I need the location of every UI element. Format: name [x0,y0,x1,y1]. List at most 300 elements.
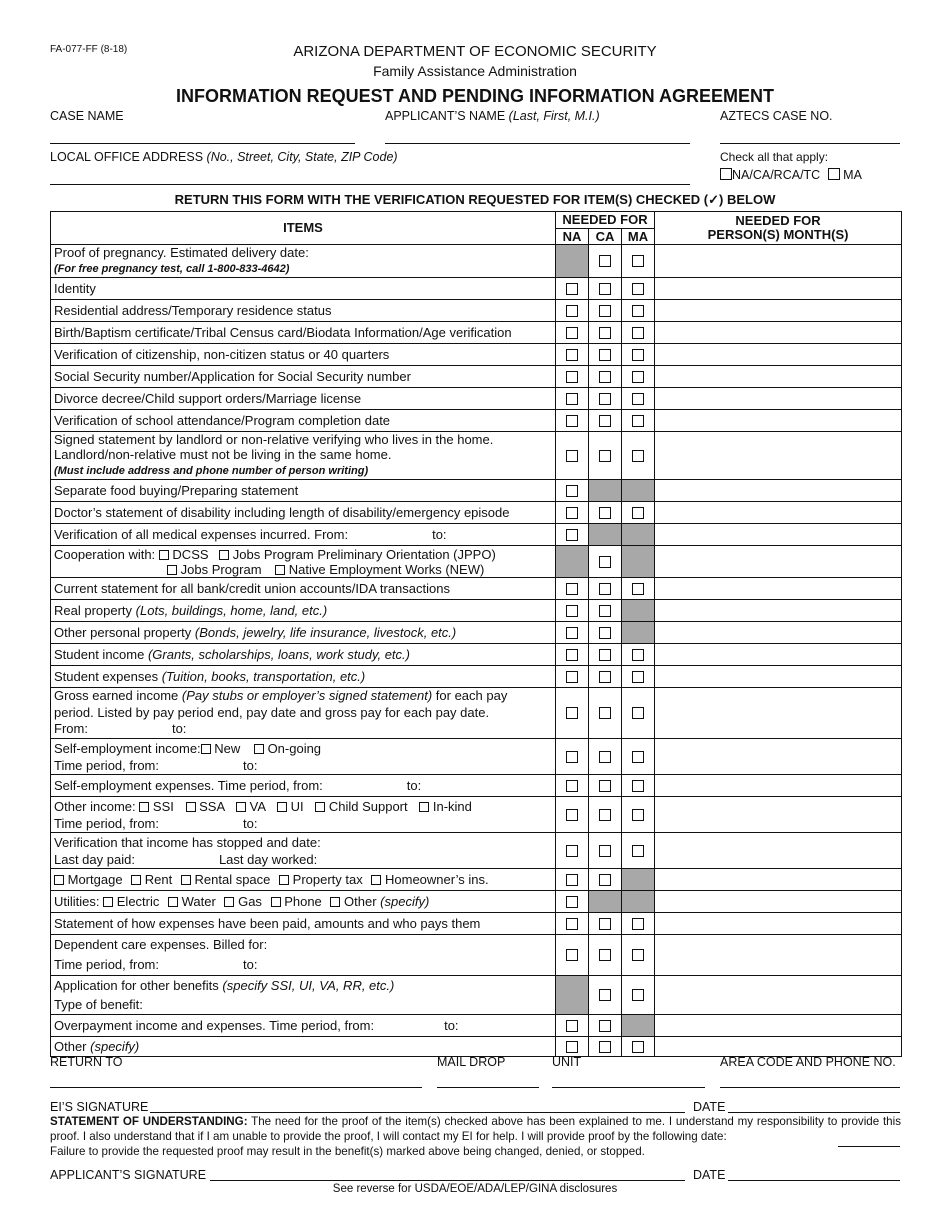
ma-checkbox[interactable] [632,707,644,719]
na-checkbox[interactable] [566,529,578,541]
ma-cell [622,322,655,344]
ca-cell [589,432,622,480]
col-ca-header: CA [589,229,622,245]
homeowners-ins-checkbox[interactable] [371,875,381,885]
ca-cell [589,546,622,578]
ma-cell [622,797,655,833]
na-ca-rca-tc-checkbox[interactable] [720,168,732,180]
table-row [51,1015,902,1037]
va-checkbox[interactable] [236,802,246,812]
na-cell [556,245,589,278]
ma-checkbox[interactable] [632,393,644,405]
na-cell [556,797,589,833]
return-to-field[interactable] [50,1087,422,1088]
ca-cell [589,502,622,524]
row-item: Proof of pregnancy. Estimated delivery date: (For free pregnancy test, call 1-800-833-4642) [51,245,556,278]
row-item: Real property (Lots, buildings, home, land, etc.) [51,600,556,622]
other-utility-checkbox[interactable] [330,897,340,907]
ca-cell [589,739,622,775]
ma-cell [622,775,655,797]
ca-checkbox[interactable] [599,627,611,639]
na-cell [556,344,589,366]
ma-checkbox[interactable] [632,507,644,519]
na-checkbox[interactable] [566,949,578,961]
new-business-checkbox[interactable] [201,744,211,754]
ma-cell [622,300,655,322]
row-item: Separate food buying/Preparing statement [51,480,556,502]
agency-name: ARIZONA DEPARTMENT OF ECONOMIC SECURITY [293,43,657,60]
row-item: Doctor’s statement of disability including length of disability/emergency episode [51,502,556,524]
ca-cell [589,344,622,366]
ca-cell [589,666,622,688]
table-row [51,1037,902,1057]
table-row [51,388,902,410]
table-row [51,278,902,300]
table-row [51,775,902,797]
ma-cell [622,344,655,366]
na-checkbox[interactable] [566,627,578,639]
ui-checkbox[interactable] [277,802,287,812]
persons-months-cell[interactable] [655,322,902,344]
row-item: Other (specify) [51,1037,556,1057]
na-cell [556,480,589,502]
ca-checkbox[interactable] [599,949,611,961]
row-item: Verification that income has stopped and date: Last day paid: Last day worked: [51,833,556,869]
ma-cell [622,432,655,480]
table-row [51,366,902,388]
ca-cell [589,245,622,278]
na-cell [556,578,589,600]
table-row [51,739,902,775]
table-row [51,432,902,480]
na-checkbox[interactable] [566,605,578,617]
ca-cell [589,524,622,546]
na-checkbox[interactable] [566,918,578,930]
in-kind-checkbox[interactable] [419,802,429,812]
table-row [51,622,902,644]
na-cell [556,644,589,666]
ca-checkbox[interactable] [599,780,611,792]
ma-cell [622,869,655,891]
table-row [51,410,902,432]
ca-checkbox[interactable] [599,1020,611,1032]
row-item: Self-employment expenses. Time period, from: to: [51,775,556,797]
ca-checkbox[interactable] [599,283,611,295]
persons-months-cell[interactable] [655,891,902,913]
na-checkbox[interactable] [566,349,578,361]
ma-checkbox[interactable] [632,1041,644,1053]
phone-label: AREA CODE AND PHONE NO. [720,1055,896,1069]
ca-cell [589,913,622,935]
na-checkbox[interactable] [566,485,578,497]
applicant-name-label: APPLICANT’S NAME (Last, First, M.I.) [385,109,600,123]
gas-checkbox[interactable] [224,897,234,907]
persons-months-cell[interactable] [655,644,902,666]
table-row [51,891,902,913]
na-checkbox[interactable] [566,305,578,317]
row-item: Statement of how expenses have been paid, amounts and who pays them [51,913,556,935]
na-cell [556,600,589,622]
ca-checkbox[interactable] [599,751,611,763]
applicant-date-field[interactable] [728,1180,900,1181]
ca-checkbox[interactable] [599,507,611,519]
na-cell [556,891,589,913]
ca-checkbox[interactable] [599,556,611,568]
electric-checkbox[interactable] [103,897,113,907]
phone-field[interactable] [720,1087,900,1088]
ca-cell [589,775,622,797]
row-item: Mortgage Rent Rental space Property tax Homeowner’s ins. [51,869,556,891]
ca-checkbox[interactable] [599,671,611,683]
persons-months-cell[interactable] [655,410,902,432]
na-cell [556,410,589,432]
na-checkbox[interactable] [566,1020,578,1032]
office-address-label: LOCAL OFFICE ADDRESS (No., Street, City, State, ZIP Code) [50,150,398,164]
mortgage-checkbox[interactable] [54,875,64,885]
persons-months-cell[interactable] [655,300,902,322]
ma-cell [622,1037,655,1057]
row-item: Student expenses (Tuition, books, transportation, etc.) [51,666,556,688]
col-items-header: ITEMS [51,212,556,245]
ca-checkbox[interactable] [599,327,611,339]
persons-months-cell[interactable] [655,344,902,366]
na-cell [556,388,589,410]
table-row [51,666,902,688]
ongoing-checkbox[interactable] [254,744,264,754]
na-checkbox[interactable] [566,327,578,339]
row-item: Application for other benefits (specify SSI, UI, VA, RR, etc.) Type of benefit: [51,976,556,1015]
ca-checkbox[interactable] [599,989,611,1001]
return-instructions: RETURN THIS FORM WITH THE VERIFICATION REQUESTED FOR ITEM(S) CHECKED (✓) BELOW [174,192,776,207]
ca-checkbox[interactable] [599,349,611,361]
aztecs-field[interactable] [720,143,900,144]
ma-checkbox[interactable] [632,583,644,595]
ma-checkbox[interactable] [632,255,644,267]
persons-months-cell[interactable] [655,546,902,578]
return-to-label: RETURN TO [50,1055,123,1069]
table-row [51,502,902,524]
na-checkbox[interactable] [566,780,578,792]
table-row [51,833,902,869]
ca-cell [589,366,622,388]
ca-cell [589,300,622,322]
ma-cell [622,935,655,976]
ma-cell [622,524,655,546]
na-checkbox[interactable] [566,415,578,427]
na-cell [556,502,589,524]
persons-months-cell[interactable] [655,688,902,739]
table-row [51,344,902,366]
ma-checkbox[interactable] [632,327,644,339]
persons-months-cell[interactable] [655,1015,902,1037]
table-row [51,797,902,833]
na-checkbox[interactable] [566,283,578,295]
applicant-date-label: DATE [693,1168,726,1182]
row-item: Student income (Grants, scholarships, loans, work study, etc.) [51,644,556,666]
na-cell [556,913,589,935]
na-cell [556,976,589,1015]
ca-cell [589,1015,622,1037]
ma-cell [622,688,655,739]
persons-months-cell[interactable] [655,366,902,388]
na-cell [556,935,589,976]
ma-checkbox[interactable] [632,305,644,317]
row-item: Residential address/Temporary residence status [51,300,556,322]
ma-checkbox[interactable] [632,751,644,763]
ma-cell [622,546,655,578]
na-checkbox[interactable] [566,371,578,383]
ma-cell [622,976,655,1015]
ma-checkbox[interactable] [632,450,644,462]
table-row [51,644,902,666]
na-cell [556,688,589,739]
ma-cell [622,600,655,622]
ma-checkbox[interactable] [632,349,644,361]
row-item: Other income: SSI SSA VA UI Child Support In-kind Time period, from: to: [51,797,556,833]
table-row [51,546,902,578]
na-checkbox[interactable] [566,751,578,763]
ca-cell [589,622,622,644]
na-cell [556,300,589,322]
na-checkbox[interactable] [566,845,578,857]
persons-months-cell[interactable] [655,869,902,891]
ma-cell [622,1015,655,1037]
persons-months-cell[interactable] [655,913,902,935]
ma-checkbox[interactable] [632,949,644,961]
na-checkbox[interactable] [566,1041,578,1053]
ma-checkbox[interactable] [632,780,644,792]
applicant-signature-field[interactable] [210,1180,685,1181]
statement-of-understanding: STATEMENT OF UNDERSTANDING: The need for the proof of the item(s) checked above has been explained to me. I understand my responsibility to provide this proof. I also understand that if I am unable to provide the proof, I will contact my EI for help. I will provide proof by the following date: Failure to provide the requested proof may result in the benefit(s) marked above being changed, denied, or stopped. [50,1115,901,1158]
ca-cell [589,600,622,622]
table-row [51,913,902,935]
col-persons-header: NEEDED FOR PERSON(S) MONTH(S) [655,212,902,245]
ma-checkbox[interactable] [632,415,644,427]
persons-months-cell[interactable] [655,833,902,869]
ca-checkbox[interactable] [599,393,611,405]
ei-signature-label: EI’S SIGNATURE [50,1100,149,1114]
ca-checkbox[interactable] [599,583,611,595]
ma-cell [622,278,655,300]
col-needed-for-header: NEEDED FOR [556,212,655,229]
ca-checkbox[interactable] [599,918,611,930]
ca-checkbox[interactable] [599,450,611,462]
new-checkbox[interactable] [275,565,285,575]
unit-label: UNIT [552,1055,582,1069]
dcss-checkbox[interactable] [159,550,169,560]
table-row [51,976,902,1015]
jobs-program-checkbox[interactable] [167,565,177,575]
table-row [51,300,902,322]
ma-checkbox[interactable] [632,845,644,857]
ma-cell [622,245,655,278]
property-tax-checkbox[interactable] [279,875,289,885]
row-item: Verification of school attendance/Program completion date [51,410,556,432]
ca-cell [589,278,622,300]
col-ma-header: MA [622,229,655,245]
ma-cell [622,622,655,644]
row-item: Gross earned income (Pay stubs or employer’s signed statement) for each pay period. Listed by pay period end, pay date and gross pay for each pay date. From: to: [51,688,556,739]
program-options: NA/CA/RCA/TC MA [720,168,862,182]
persons-months-cell[interactable] [655,935,902,976]
ca-cell [589,935,622,976]
footer-disclosure: See reverse for USDA/EOE/ADA/LEP/GINA disclosures [332,1183,618,1195]
applicant-signature-label: APPLICANT’S SIGNATURE [50,1168,207,1182]
ma-cell [622,913,655,935]
ma-checkbox[interactable] [632,371,644,383]
na-cell [556,524,589,546]
office-address-field[interactable] [50,184,690,185]
jppo-checkbox[interactable] [219,550,229,560]
ma-cell [622,891,655,913]
ei-signature-field[interactable] [150,1112,685,1113]
ma-cell [622,578,655,600]
na-cell [556,1015,589,1037]
ma-checkbox[interactable] [828,168,840,180]
na-checkbox[interactable] [566,649,578,661]
ca-cell [589,891,622,913]
check-all-label: Check all that apply: [720,150,829,164]
na-checkbox[interactable] [566,707,578,719]
row-item: Overpayment income and expenses. Time period, from: to: [51,1015,556,1037]
persons-months-cell[interactable] [655,622,902,644]
na-checkbox[interactable] [566,896,578,908]
ma-checkbox[interactable] [632,649,644,661]
ca-cell [589,388,622,410]
applicant-name-field[interactable] [385,143,690,144]
rent-checkbox[interactable] [131,875,141,885]
table-row [51,578,902,600]
row-item: Utilities: Electric Water Gas Phone Other (specify) [51,891,556,913]
ssa-checkbox[interactable] [186,802,196,812]
persons-months-cell[interactable] [655,480,902,502]
unit-field[interactable] [552,1087,705,1088]
na-checkbox[interactable] [566,874,578,886]
rental-space-checkbox[interactable] [181,875,191,885]
row-item: Other personal property (Bonds, jewelry, life insurance, livestock, etc.) [51,622,556,644]
ma-cell [622,666,655,688]
na-checkbox[interactable] [566,809,578,821]
ca-checkbox[interactable] [599,874,611,886]
na-cell [556,739,589,775]
na-cell [556,278,589,300]
phone-checkbox[interactable] [271,897,281,907]
case-name-field[interactable] [50,143,355,144]
persons-months-cell[interactable] [655,775,902,797]
na-cell [556,775,589,797]
ma-checkbox[interactable] [632,918,644,930]
division-name: Family Assistance Administration [373,63,577,79]
ca-cell [589,410,622,432]
ca-checkbox[interactable] [599,371,611,383]
na-cell [556,1037,589,1057]
persons-months-cell[interactable] [655,388,902,410]
row-item: Current statement for all bank/credit union accounts/IDA transactions [51,578,556,600]
ca-cell [589,1037,622,1057]
persons-months-cell[interactable] [655,600,902,622]
ca-checkbox[interactable] [599,305,611,317]
persons-months-cell[interactable] [655,524,902,546]
form-number: FA-077-FF (8-18) [50,44,128,55]
ma-cell [622,644,655,666]
persons-months-cell[interactable] [655,666,902,688]
row-item: Verification of citizenship, non-citizen status or 40 quarters [51,344,556,366]
ma-cell [622,388,655,410]
form-title: INFORMATION REQUEST AND PENDING INFORMATION AGREEMENT [176,86,774,106]
persons-months-cell[interactable] [655,278,902,300]
table-row [51,869,902,891]
ca-checkbox[interactable] [599,809,611,821]
ei-date-label: DATE [693,1100,726,1114]
persons-months-cell[interactable] [655,976,902,1015]
ca-cell [589,797,622,833]
persons-months-cell[interactable] [655,739,902,775]
na-cell [556,869,589,891]
ca-checkbox[interactable] [599,415,611,427]
ma-checkbox[interactable] [632,809,644,821]
ma-checkbox[interactable] [632,989,644,1001]
persons-months-cell[interactable] [655,432,902,480]
na-checkbox[interactable] [566,450,578,462]
na-checkbox[interactable] [566,583,578,595]
na-cell [556,546,589,578]
row-item: Verification of all medical expenses incurred. From: to: [51,524,556,546]
ei-date-field[interactable] [728,1112,900,1113]
ca-cell [589,688,622,739]
na-checkbox[interactable] [566,393,578,405]
ca-checkbox[interactable] [599,605,611,617]
ma-cell [622,410,655,432]
water-checkbox[interactable] [168,897,178,907]
case-name-label: CASE NAME [50,109,124,123]
na-cell [556,666,589,688]
ma-cell [622,480,655,502]
col-na-header: NA [556,229,589,245]
persons-months-cell[interactable] [655,245,902,278]
persons-months-cell[interactable] [655,797,902,833]
ca-cell [589,480,622,502]
ma-checkbox[interactable] [632,283,644,295]
persons-months-cell[interactable] [655,1037,902,1057]
ca-checkbox[interactable] [599,845,611,857]
ca-cell [589,833,622,869]
row-item: Identity [51,278,556,300]
ca-checkbox[interactable] [599,649,611,661]
persons-months-cell[interactable] [655,578,902,600]
persons-months-cell[interactable] [655,502,902,524]
proof-date-field[interactable] [838,1146,900,1147]
row-item: Birth/Baptism certificate/Tribal Census card/Biodata Information/Age verification [51,322,556,344]
ca-cell [589,644,622,666]
items-table [50,211,902,1057]
ca-checkbox[interactable] [599,1041,611,1053]
ma-cell [622,739,655,775]
row-item: Divorce decree/Child support orders/Marriage license [51,388,556,410]
na-checkbox[interactable] [566,671,578,683]
mail-drop-field[interactable] [437,1087,539,1088]
ma-checkbox[interactable] [632,671,644,683]
mail-drop-label: MAIL DROP [437,1055,506,1069]
na-checkbox[interactable] [566,507,578,519]
ssi-checkbox[interactable] [139,802,149,812]
table-row [51,480,902,502]
ca-checkbox[interactable] [599,255,611,267]
child-support-checkbox[interactable] [315,802,325,812]
ca-cell [589,322,622,344]
table-row [51,524,902,546]
ca-checkbox[interactable] [599,707,611,719]
row-item: Social Security number/Application for Social Security number [51,366,556,388]
